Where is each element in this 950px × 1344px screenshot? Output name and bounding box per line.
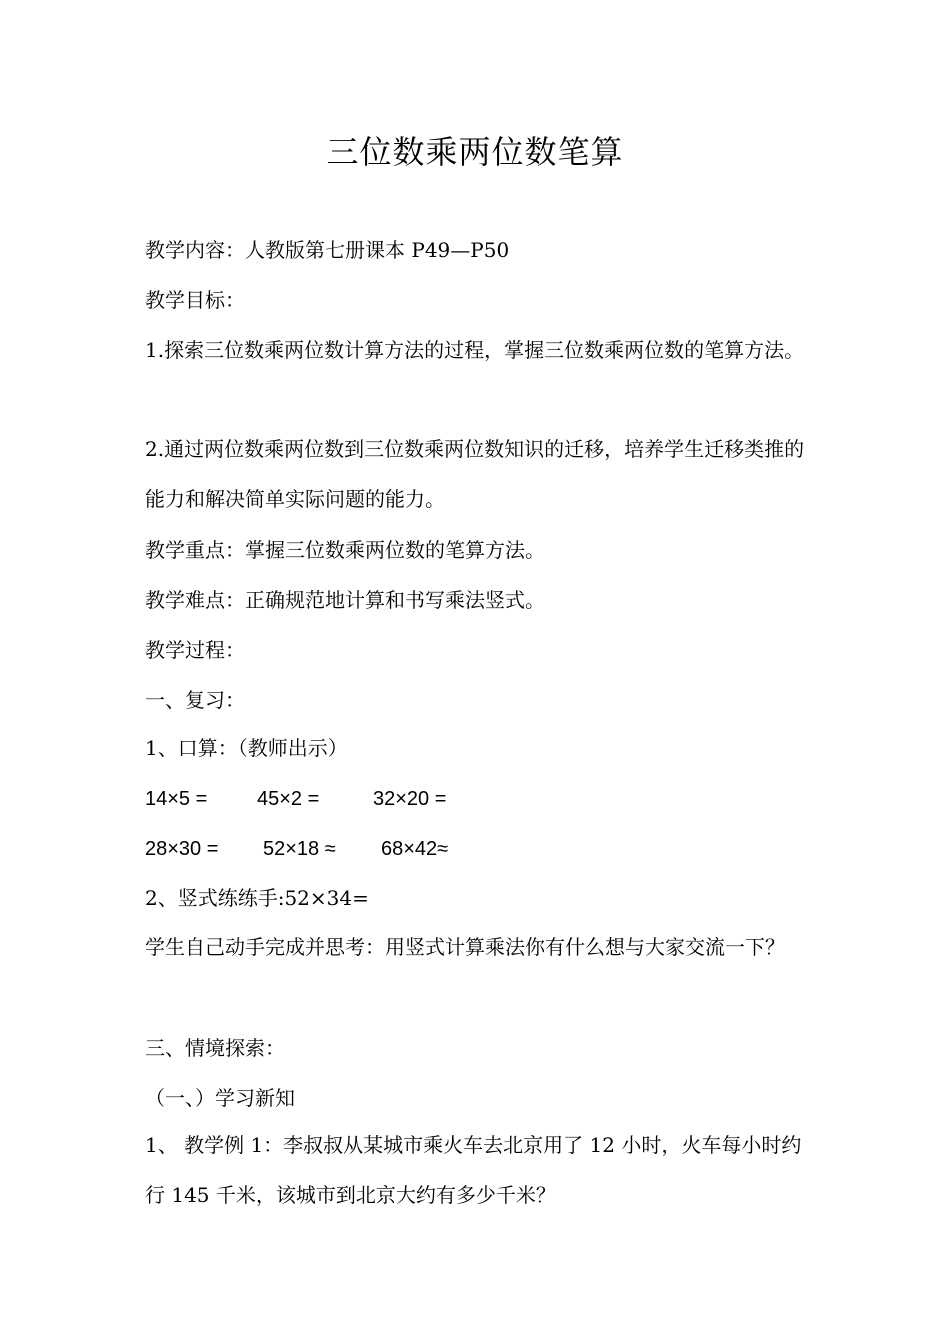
explore-heading: 三、情境探索： [145,1036,285,1060]
vertical-practice: 2、竖式练练手:52×34= [145,886,369,910]
goal-2: 2.通过两位数乘两位数到三位数乘两位数知识的迁移，培养学生迁移类推的能力和解决简单实际问题的能力。 [145,437,805,511]
teaching-goals-heading: 教学目标： [145,288,245,312]
difficulty: 教学难点：正确规范地计算和书写乘法竖式。 [145,588,545,612]
oral-row-2 [145,833,815,864]
new-knowledge-heading: （一、）学习新知 [145,1086,295,1110]
oral-expr: 14×5 = [145,788,208,810]
oral-expr: 68×42≈ [381,838,449,860]
oral-calc-heading: 1、口算：（教师出示） [145,736,348,760]
review-heading: 一、复习： [145,688,245,712]
oral-expr: 45×2 = [257,788,320,810]
key-point: 教学重点：掌握三位数乘两位数的笔算方法。 [145,538,545,562]
oral-expr: 52×18 ≈ [263,838,336,860]
document-title: 三位数乘两位数笔算 [326,133,624,171]
process-heading: 教学过程： [145,638,245,662]
oral-expr: 28×30 = [145,838,219,860]
student-think: 学生自己动手完成并思考：用竖式计算乘法你有什么想与大家交流一下？ [145,935,785,959]
oral-row-1 [145,783,815,814]
teaching-content: 教学内容：人教版第七册课本 P49—P50 [145,238,510,262]
goal-1: 1.探索三位数乘两位数计算方法的过程，掌握三位数乘两位数的笔算方法。 [145,338,805,362]
oral-expr: 32×20 = [373,788,447,810]
example-1: 1、 教学例 1：李叔叔从某城市乘火车去北京用了 12 小时，火车每小时约行 145 千米，该城市到北京大约有多少千米？ [145,1133,802,1207]
